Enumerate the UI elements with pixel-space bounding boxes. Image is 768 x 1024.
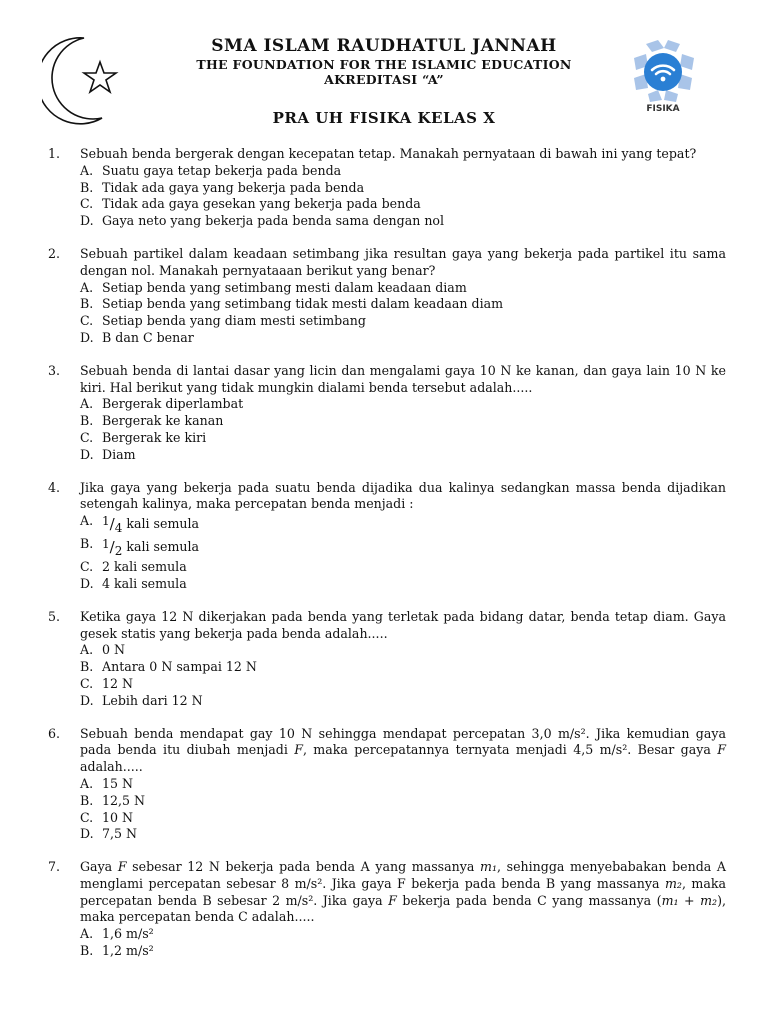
text-segment: adalah..... [80, 759, 143, 775]
option-text: Setiap benda yang setimbang tidak mesti dalam keadaan diam [102, 296, 504, 312]
option-letter: D. [80, 826, 94, 842]
answer-option [80, 576, 726, 593]
option-text: Lebih dari 12 N [102, 692, 203, 708]
answer-option [80, 430, 726, 447]
variable-m1: m₁ [480, 859, 497, 875]
option-letter: B. [80, 943, 94, 959]
variable-m2: m₂ [700, 892, 718, 908]
option-letter: D. [80, 213, 94, 229]
option-text: Bergerak ke kanan [102, 413, 224, 429]
answer-option [80, 536, 726, 559]
option-letter: C. [80, 429, 94, 445]
option-letter: B. [80, 792, 94, 808]
answer-option [80, 396, 726, 413]
option-letter: B. [80, 536, 94, 552]
option-text: 7,5 N [102, 826, 138, 842]
option-text: Setiap benda yang setimbang mesti dalam keadaan diam [102, 279, 467, 295]
option-text: 1,2 m/s² [102, 943, 154, 959]
fraction-numerator: 1 [102, 537, 110, 552]
text-segment: , sehingga menyebabakan benda A menglami percepatan sebesar 8 m/s². Jika gaya F bekerja pada benda B yang massanya [80, 859, 726, 891]
option-letter: D. [80, 575, 94, 591]
answer-option [80, 330, 726, 347]
question-number: 4. [48, 479, 61, 495]
question-text: Jika gaya yang bekerja pada suatu benda dijadika dua kalinya sedangkan massa benda dijadikan setengah kalinya, maka percepatan benda menjadi : [80, 479, 726, 512]
answer-option [80, 413, 726, 430]
fraction-denominator: 2 [114, 544, 123, 559]
option-text: 4 kali semula [102, 575, 187, 591]
answer-option [80, 296, 726, 313]
option-text: kali semula [126, 516, 200, 532]
option-letter: B. [80, 296, 94, 312]
option-letter: C. [80, 196, 94, 212]
question-item [48, 146, 726, 230]
answer-option [80, 513, 726, 536]
question-item [48, 363, 726, 464]
answer-option [80, 693, 726, 710]
option-text: Suatu gaya tetap bekerja pada benda [102, 162, 342, 178]
question-text [80, 859, 726, 926]
question-item [48, 859, 726, 960]
variable-m2: m₂ [664, 875, 682, 891]
answer-option [80, 776, 726, 793]
fraction-numerator: 1 [102, 514, 110, 529]
answer-option [80, 943, 726, 960]
question-number: 6. [48, 725, 61, 741]
answer-option [80, 642, 726, 659]
option-text: Bergerak ke kiri [102, 429, 207, 445]
answer-option [80, 280, 726, 297]
option-text: 12 N [102, 675, 134, 691]
text-segment: + [678, 892, 701, 908]
option-text: 2 kali semula [102, 559, 187, 575]
question-number: 3. [48, 362, 61, 378]
question-text: Ketika gaya 12 N dikerjakan pada benda yang terletak pada bidang datar, benda tetap diam. Gaya gesek statis yang bekerja pada benda adalah..... [80, 608, 726, 641]
option-letter: B. [80, 413, 94, 429]
question-text: Sebuah benda di lantai dasar yang licin dan mengalami gaya 10 N ke kanan, dan gaya lain 10 N ke kiri. Hal berikut yang tidak mungkin dialami benda tersebut adalah..... [80, 362, 726, 395]
option-text: 0 N [102, 642, 126, 658]
option-letter: A. [80, 926, 94, 942]
option-letter: A. [80, 162, 94, 178]
exam-title: PRA UH FISIKA KELAS X [272, 109, 496, 127]
answer-option [80, 810, 726, 827]
option-letter: C. [80, 313, 94, 329]
question-text: Sebuah benda bergerak dengan kecepatan tetap. Manakah pernyataan di bawah ini yang tepat? [80, 146, 697, 161]
option-text: Tidak ada gaya yang bekerja pada benda [102, 179, 365, 195]
answer-option [80, 793, 726, 810]
option-text: Gaya neto yang bekerja pada benda sama dengan nol [102, 213, 445, 229]
option-letter: A. [80, 513, 94, 529]
question-item [48, 726, 726, 844]
option-letter: A. [80, 642, 94, 658]
option-text: kali semula [126, 539, 200, 555]
text-segment: , maka percepatannya ternyata menjadi 4,5 m/s². Besar gaya [302, 742, 718, 758]
variable-F: F [294, 742, 303, 758]
option-letter: B. [80, 659, 94, 675]
text-segment: , maka percepatan benda B sebesar 2 m/s². Jika gaya [80, 875, 726, 908]
school-name: SMA ISLAM RAUDHATUL JANNAH [211, 36, 557, 56]
option-text: 15 N [102, 775, 134, 791]
option-letter: D. [80, 692, 94, 708]
answer-option [80, 826, 726, 843]
question-item [48, 246, 726, 347]
answer-option [80, 196, 726, 213]
question-item [48, 480, 726, 593]
option-text: Diam [102, 446, 136, 462]
option-text: Bergerak diperlambat [102, 396, 244, 412]
option-text: Setiap benda yang diam mesti setimbang [102, 313, 366, 329]
question-number: 1. [48, 146, 61, 161]
question-number: 7. [48, 859, 61, 875]
option-letter: C. [80, 675, 94, 691]
option-text: 12,5 N [102, 792, 146, 808]
option-letter: A. [80, 279, 94, 295]
document-header [0, 0, 768, 140]
option-letter: D. [80, 446, 94, 462]
answer-option [80, 926, 726, 943]
question-text [80, 726, 726, 776]
option-letter: A. [80, 775, 94, 791]
answer-option [80, 163, 726, 180]
fraction-denominator: 4 [114, 521, 123, 536]
question-item [48, 609, 726, 710]
answer-option [80, 213, 726, 230]
option-text: 10 N [102, 809, 134, 825]
variable-F: F [117, 859, 127, 875]
answer-option [80, 447, 726, 464]
accreditation-label: AKREDITASI “A” [324, 72, 444, 87]
answer-option [80, 676, 726, 693]
variable-F: F [717, 742, 726, 758]
option-text: Antara 0 N sampai 12 N [102, 659, 257, 675]
fraction: $^1/_4$ [102, 514, 123, 536]
option-letter: A. [80, 396, 94, 412]
question-list [48, 146, 726, 976]
option-text: Tidak ada gaya gesekan yang bekerja pada benda [102, 196, 421, 212]
option-letter: D. [80, 329, 94, 345]
answer-option [80, 180, 726, 197]
option-letter: C. [80, 809, 94, 825]
text-segment: sebesar 12 N bekerja pada benda A yang massanya [126, 859, 480, 875]
text-segment: ), maka percepatan benda C adalah..... [80, 892, 726, 925]
answer-option [80, 559, 726, 576]
text-segment: Sebuah benda mendapat gay 10 N sehingga mendapat percepatan 3,0 m/s². Jika kemudian gaya pada benda itu diubah menjadi [80, 725, 726, 758]
text-segment: bekerja pada benda C yang massanya ( [396, 892, 662, 908]
question-number: 2. [48, 245, 61, 261]
answer-option [80, 659, 726, 676]
variable-F: F [388, 892, 397, 908]
logo-caption: FISIKA [646, 104, 680, 114]
question-number: 5. [48, 608, 61, 624]
option-letter: B. [80, 179, 94, 195]
answer-option [80, 313, 726, 330]
text-segment: Gaya [80, 859, 118, 875]
question-text: Sebuah partikel dalam keadaan setimbang jika resultan gaya yang bekerja pada partikel itu sama dengan nol. Manakah pernyataaan berikut yang benar? [80, 245, 726, 278]
option-letter: C. [80, 559, 94, 575]
option-text: 1,6 m/s² [102, 926, 154, 942]
fraction: $^1/_2$ [102, 537, 123, 559]
option-text: B dan C benar [102, 329, 194, 345]
foundation-subtitle: THE FOUNDATION FOR THE ISLAMIC EDUCATION [196, 57, 572, 72]
variable-m1: m₁ [661, 892, 679, 908]
